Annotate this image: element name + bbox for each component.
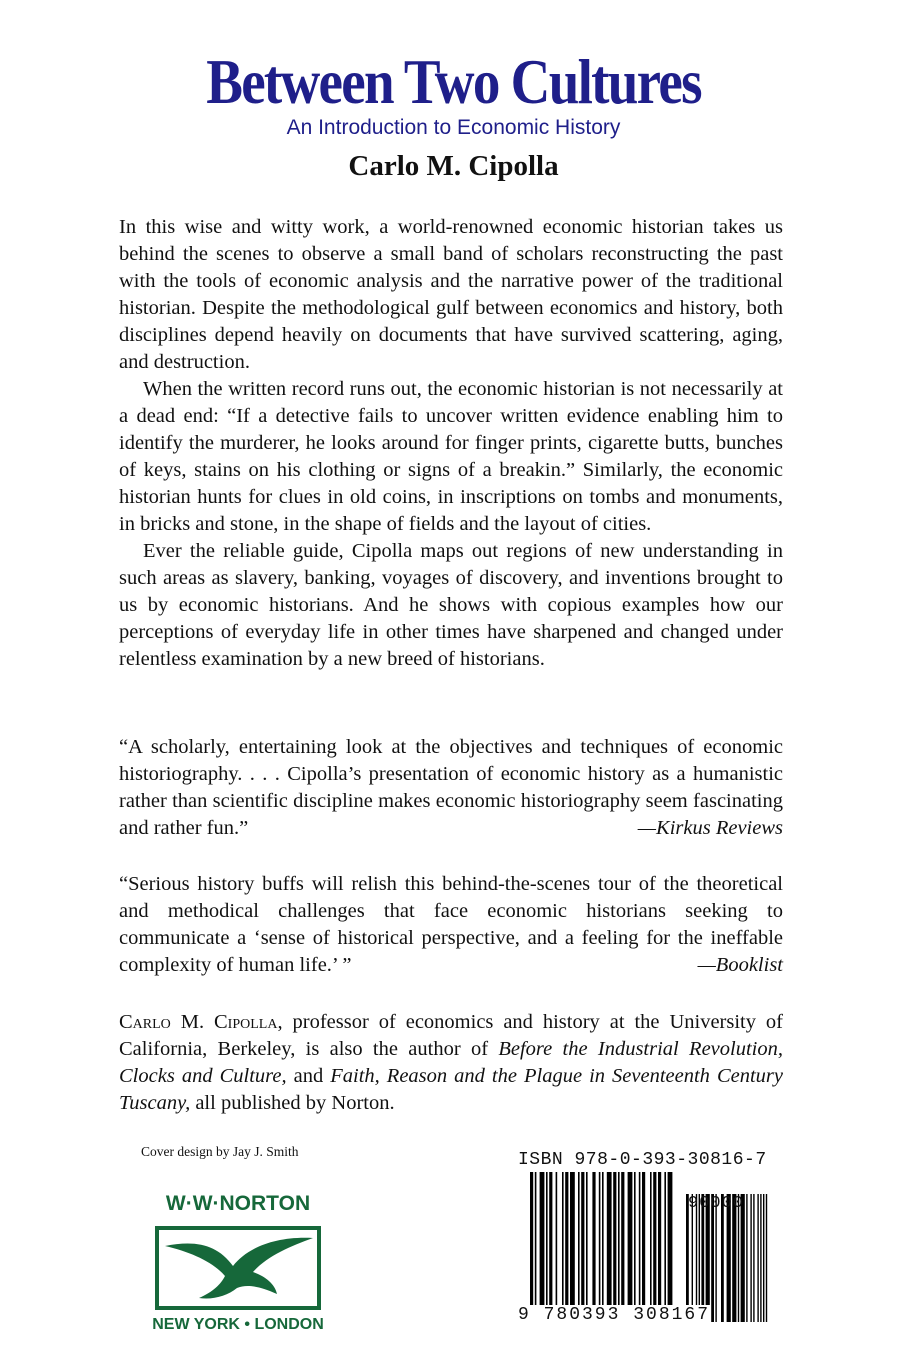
barcode-bar <box>565 1172 568 1322</box>
barcode-bar <box>618 1172 620 1322</box>
description-paragraph: In this wise and witty work, a world-renowned economic historian takes us behind the scenes to observe a small band of scholars reconstructing the past with the tools of economic analysis and the narrative power of the traditional historian. Despite the methodological gulf between economics and history, both disciplines depend heavily on documents that have survived scattering, aging, and destruction. <box>119 216 783 373</box>
author-bio-book: Faith, Reason and the Plague in Seventeenth Century Tuscany, <box>119 1065 783 1114</box>
author-bio-text <box>119 1009 783 1117</box>
ean-number: 9 780393 308167 <box>518 1305 711 1325</box>
book-title: Between Two Cultures <box>206 46 701 117</box>
barcode-bar <box>581 1172 584 1322</box>
barcode-bar <box>721 1194 724 1322</box>
barcode-bar <box>613 1172 616 1322</box>
barcode-bar <box>738 1194 739 1322</box>
barcode-bar <box>546 1172 548 1322</box>
barcode-bar <box>556 1172 558 1322</box>
publisher-name: W·W·NORTON <box>165 1192 311 1215</box>
barcode-bar <box>658 1172 661 1322</box>
barcode-bar <box>602 1172 604 1322</box>
barcode-bar <box>741 1194 745 1322</box>
review-kirkus <box>119 734 783 842</box>
barcode-bar <box>628 1172 633 1322</box>
description-paragraph: When the written record runs out, the economic historian is not necessarily at a dead end: “If a detective fails to uncover written evidence enabling him to identify the murderer, he looks around for finger prints, cigarette butts, bunches of keys, stains on his clothing or signs of a breakin.” Similarly, the economic historian hunts for clues in old coins, in inscriptions on tombs and monuments, in bricks and stone, in the shape of fields and the layout of cities. <box>119 378 783 535</box>
barcode-bar <box>706 1194 710 1322</box>
description-paragraph: Ever the reliable guide, Cipolla maps out regions of new understanding in such areas as slavery, banking, voyages of discovery, and inventions brought to us by economic historians. And he shows with copious examples how our perceptions of everyday life in other times have sharpened and changed under relentless examination by a new breed of historians. <box>119 540 783 670</box>
barcode-bar <box>711 1194 714 1322</box>
barcode-bar <box>634 1172 636 1322</box>
review-text: “Serious history buffs will relish this behind-the-scenes tour of the theoretical and methodical challenges that face economic historians seeking to communicate a ‘sense of historical perspective, and a feeling for the ineffable complexity of human life.’ ” <box>119 873 783 976</box>
description <box>119 214 783 673</box>
barcode-bar <box>766 1194 767 1322</box>
barcode-bar <box>763 1194 764 1322</box>
barcode-bar <box>530 1172 533 1322</box>
barcode-bar <box>692 1194 693 1322</box>
barcode-bar <box>653 1172 656 1322</box>
publisher-block <box>144 1192 332 1334</box>
cover-header <box>0 44 907 183</box>
barcode-bar <box>562 1172 564 1322</box>
barcode-bar <box>642 1172 645 1322</box>
barcode-bar <box>732 1194 736 1322</box>
seagull-icon <box>155 1226 321 1310</box>
isbn-number: ISBN 978-0-393-30816-7 <box>518 1150 767 1170</box>
publisher-cities: NEW YORK • LONDON <box>152 1316 324 1333</box>
barcode-bar <box>621 1172 624 1322</box>
barcode-bar <box>540 1172 545 1322</box>
author-bio-book: Before the Industrial Revolution, Clocks and Culture, <box>119 1038 783 1087</box>
author-bio-text-part: and <box>286 1065 331 1087</box>
barcode-bar <box>686 1194 689 1322</box>
book-subtitle: An Introduction to Economic History <box>286 116 621 139</box>
barcode-bar <box>760 1194 761 1322</box>
barcode-bar <box>607 1172 612 1322</box>
cover-credit: Cover design by Jay J. Smith <box>141 1144 299 1159</box>
review-source: —Booklist <box>697 954 783 976</box>
barcode-bar <box>668 1172 673 1322</box>
barcode-bar <box>701 1194 704 1322</box>
barcode-bar <box>753 1194 754 1322</box>
barcode-bar <box>757 1194 758 1322</box>
barcode-bar <box>586 1172 588 1322</box>
barcode-bar <box>699 1194 700 1322</box>
barcode-bar <box>727 1194 731 1322</box>
barcode-bar <box>650 1172 652 1322</box>
barcode-bar <box>535 1172 537 1322</box>
author-bio-name: Carlo M. Cipolla <box>119 1011 278 1033</box>
author-bio-text-part: all published by Norton. <box>190 1092 395 1114</box>
barcode-bar <box>592 1172 595 1322</box>
barcode-block <box>518 1150 772 1324</box>
barcode-bar <box>578 1172 580 1322</box>
review-source: —Kirkus Reviews <box>637 817 783 839</box>
price-code: 90000 <box>688 1194 745 1213</box>
barcode-bar <box>715 1194 716 1322</box>
barcode-bar <box>599 1172 601 1322</box>
barcode-bar <box>746 1194 747 1322</box>
review-booklist <box>119 871 783 979</box>
barcode-area <box>518 1172 772 1324</box>
review-text: “A scholarly, entertaining look at the objectives and techniques of economic historiography. . . . Cipolla’s presentation of economic history as a humanistic rather than scientific discipline makes economic historiography seem fascinating and rather fun.” <box>119 736 783 839</box>
barcode-bar <box>664 1172 666 1322</box>
author-bio <box>119 1009 783 1117</box>
barcode-bar <box>750 1194 751 1322</box>
author-bio-text-part: , professor of economics and history at the University of California, Berkeley, is also the author of <box>119 1011 783 1060</box>
barcode-bar <box>549 1172 552 1322</box>
barcode-bar <box>639 1172 641 1322</box>
barcode-bar <box>570 1172 575 1322</box>
barcode-bar <box>696 1194 697 1322</box>
book-author: Carlo M. Cipolla <box>348 150 559 182</box>
